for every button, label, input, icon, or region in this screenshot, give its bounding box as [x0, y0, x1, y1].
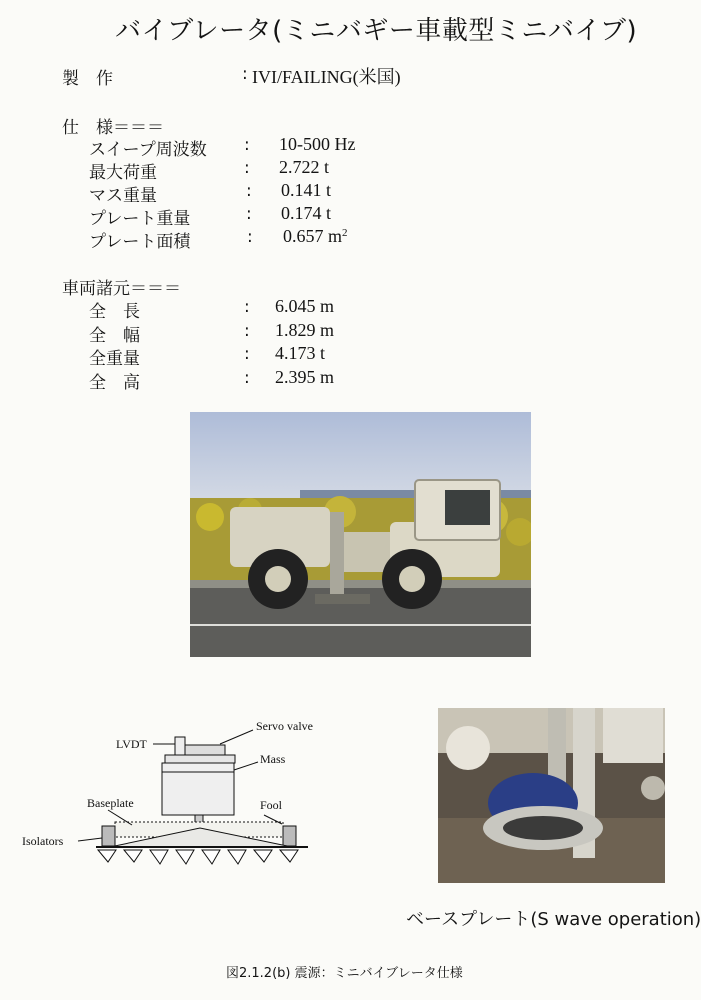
maker-value: IVI/FAILING(米国): [252, 67, 401, 87]
servo-valve-label: Servo valve: [256, 719, 313, 733]
vehicle-value: 4.173 t: [275, 343, 326, 363]
vibrator-diagram-svg: [20, 700, 340, 880]
mass-label: Mass: [260, 752, 286, 766]
vehicle-value: 6.045 m: [275, 296, 335, 316]
spec-separator: :: [244, 158, 250, 178]
vehicle-separator: :: [244, 368, 250, 388]
spec-value: 10-500 Hz: [279, 134, 356, 154]
vehicle-separator: :: [244, 297, 250, 317]
spec-separator: :: [246, 181, 252, 201]
vehicle-label: 全重量: [89, 349, 140, 369]
maker-label: 製 作: [62, 69, 113, 89]
vehicle-label: 全 長: [89, 302, 140, 322]
vibrator-diagram: [20, 700, 340, 880]
vehicle-separator: :: [244, 321, 250, 341]
vehicle-separator: :: [244, 344, 250, 364]
spec-value: 0.657 $m^2$: [283, 226, 348, 246]
spec-label: プレート面積: [89, 232, 191, 252]
baseplate-photo: [438, 708, 665, 883]
vehicle-label: 全 幅: [89, 326, 140, 346]
baseplate-photo-image: [438, 708, 665, 883]
spec-separator: :: [244, 135, 250, 155]
baseplate-label: Baseplate: [87, 796, 134, 810]
vehicle-value: 2.395 m: [275, 367, 335, 387]
vehicle-value: 1.829 m: [275, 320, 335, 340]
baseplate-caption: ベースプレート(S wave operation): [406, 909, 701, 930]
spec-separator: :: [247, 227, 253, 247]
spec-label: 最大荷重: [89, 163, 157, 183]
isolators-label: Isolators: [22, 834, 64, 848]
vehicle-photo-image: [190, 412, 531, 657]
specs-heading: 仕 様＝＝＝: [62, 118, 164, 138]
spec-value: 0.174 t: [281, 203, 332, 223]
spec-label: マス重量: [89, 186, 157, 206]
spec-label: プレート重量: [89, 209, 191, 229]
vehicle-photo: [190, 412, 531, 657]
page-title: バイブレータ(ミニバギー車載型ミニバイブ): [115, 16, 638, 46]
figure-caption: 図2.1.2(b) 震源：ミニバイブレータ仕様: [226, 966, 463, 981]
maker-separator: :: [242, 64, 248, 84]
vehicle-heading: 車両諸元＝＝＝: [62, 279, 181, 299]
spec-value: 0.141 t: [281, 180, 332, 200]
vehicle-label: 全 高: [89, 373, 140, 393]
spec-value: 2.722 t: [279, 157, 330, 177]
spec-label: スイープ周波数: [89, 140, 207, 160]
fool-label: Fool: [260, 798, 283, 812]
lvdt-label: LVDT: [116, 737, 147, 751]
spec-separator: :: [246, 204, 252, 224]
